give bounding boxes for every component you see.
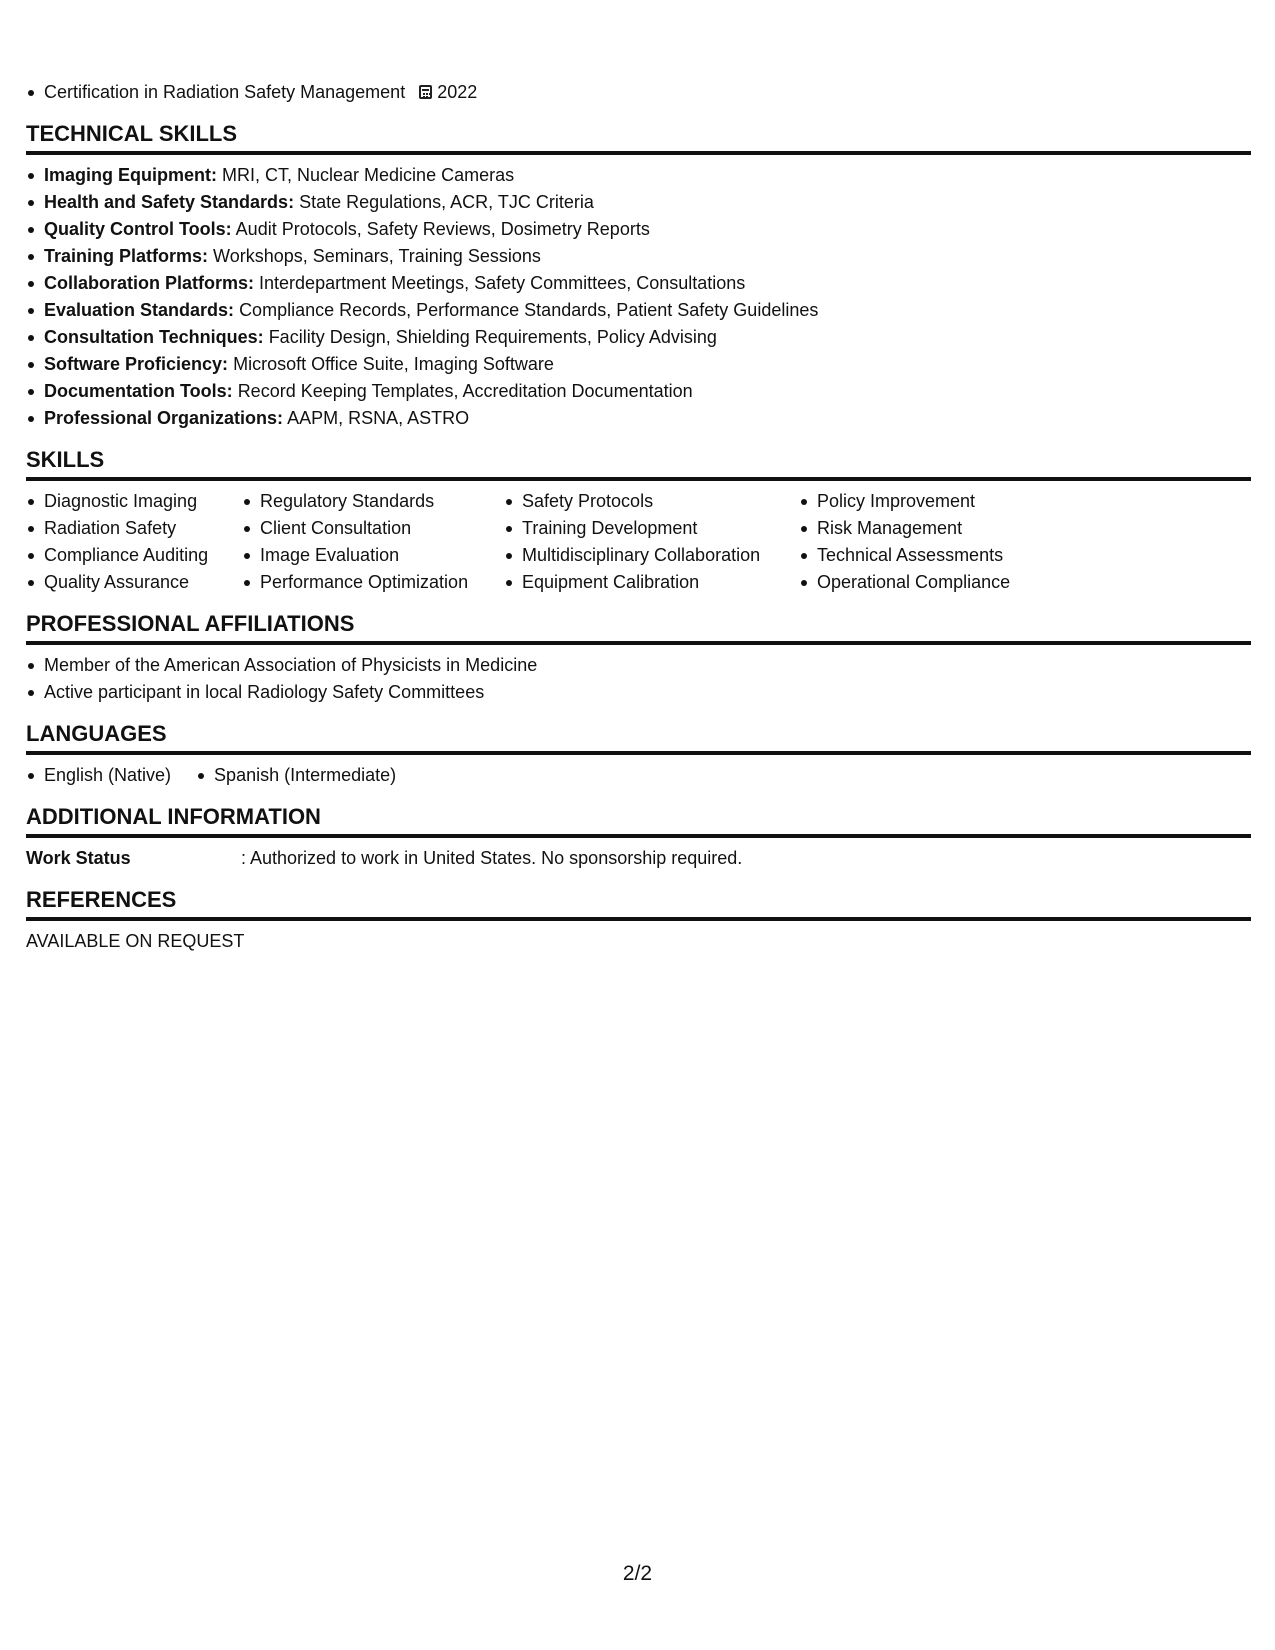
skill-label: Quality Control Tools: bbox=[44, 219, 232, 239]
list-item: Multidisciplinary Collaboration bbox=[504, 542, 799, 569]
work-status-label: Work Status bbox=[26, 848, 131, 868]
skills-column bbox=[504, 488, 799, 596]
list-item: Active participant in local Radiology Safety Committees bbox=[26, 679, 1251, 706]
page-number: 2/2 bbox=[622, 1562, 653, 1585]
technical-skills-list bbox=[26, 162, 1251, 432]
list-item: Operational Compliance bbox=[799, 569, 1099, 596]
list-item: Client Consultation bbox=[242, 515, 504, 542]
languages-section bbox=[26, 720, 1251, 789]
skill-value: Microsoft Office Suite, Imaging Software bbox=[233, 354, 554, 374]
skills-grid bbox=[26, 488, 1251, 596]
list-item: Compliance Auditing bbox=[26, 542, 242, 569]
section-title: LANGUAGES bbox=[26, 720, 1251, 755]
skill-label: Software Proficiency: bbox=[44, 354, 229, 374]
list-item: Equipment Calibration bbox=[504, 569, 799, 596]
list-item bbox=[26, 162, 1251, 189]
skill-value: State Regulations, ACR, TJC Criteria bbox=[299, 192, 594, 212]
calendar-icon bbox=[419, 85, 432, 99]
list-item: Safety Protocols bbox=[504, 488, 799, 515]
list-item: Radiation Safety bbox=[26, 515, 242, 542]
references-text: AVAILABLE ON REQUEST bbox=[26, 931, 245, 951]
list-item: Risk Management bbox=[799, 515, 1099, 542]
skill-value: Interdepartment Meetings, Safety Committees, Consultations bbox=[259, 273, 746, 293]
affiliations-list bbox=[26, 652, 1251, 706]
section-title: REFERENCES bbox=[26, 886, 1251, 921]
skill-label: Evaluation Standards: bbox=[44, 300, 235, 320]
section-title: SKILLS bbox=[26, 446, 1251, 481]
skill-label: Training Platforms: bbox=[44, 246, 209, 266]
list-item bbox=[26, 216, 1251, 243]
skill-value: Workshops, Seminars, Training Sessions bbox=[213, 246, 541, 266]
list-item: Technical Assessments bbox=[799, 542, 1099, 569]
skill-label: Consultation Techniques: bbox=[44, 327, 264, 347]
list-item: Member of the American Association of Physicists in Medicine bbox=[26, 652, 1251, 679]
skill-value: Compliance Records, Performance Standards, Patient Safety Guidelines bbox=[239, 300, 819, 320]
list-item: Policy Improvement bbox=[799, 488, 1099, 515]
skill-value: MRI, CT, Nuclear Medicine Cameras bbox=[222, 165, 515, 185]
list-item: Training Development bbox=[504, 515, 799, 542]
additional-information-section bbox=[26, 803, 1251, 872]
skill-label: Collaboration Platforms: bbox=[44, 273, 255, 293]
list-item: Diagnostic Imaging bbox=[26, 488, 242, 515]
section-title: PROFESSIONAL AFFILIATIONS bbox=[26, 610, 1251, 645]
skill-value: Record Keeping Templates, Accreditation Documentation bbox=[237, 381, 693, 401]
list-item bbox=[26, 405, 1251, 432]
list-item bbox=[26, 189, 1251, 216]
resume-page bbox=[26, 0, 1251, 955]
languages-list bbox=[26, 762, 1251, 789]
list-item bbox=[26, 378, 1251, 405]
skill-value: Facility Design, Shielding Requirements, Policy Advising bbox=[268, 327, 717, 347]
list-item bbox=[26, 79, 1251, 106]
list-item bbox=[26, 270, 1251, 297]
list-item bbox=[26, 243, 1251, 270]
skill-label: Documentation Tools: bbox=[44, 381, 233, 401]
list-item: Quality Assurance bbox=[26, 569, 242, 596]
list-item: Performance Optimization bbox=[242, 569, 504, 596]
affiliations-section bbox=[26, 610, 1251, 706]
skills-column bbox=[242, 488, 504, 596]
list-item: Spanish (Intermediate) bbox=[196, 762, 396, 789]
list-item bbox=[26, 324, 1251, 351]
work-status-value: : Authorized to work in United States. No sponsorship required. bbox=[241, 848, 743, 868]
work-status-row bbox=[26, 845, 1251, 872]
skills-column bbox=[26, 488, 242, 596]
skill-label: Professional Organizations: bbox=[44, 408, 284, 428]
section-title: ADDITIONAL INFORMATION bbox=[26, 803, 1251, 838]
technical-skills-section bbox=[26, 120, 1251, 432]
skill-value: Audit Protocols, Safety Reviews, Dosimetry Reports bbox=[235, 219, 650, 239]
section-title: TECHNICAL SKILLS bbox=[26, 120, 1251, 155]
list-item bbox=[26, 297, 1251, 324]
certification-year: 2022 bbox=[437, 82, 478, 102]
certification-name: Certification in Radiation Safety Management bbox=[44, 82, 406, 102]
list-item bbox=[26, 351, 1251, 378]
references-section bbox=[26, 886, 1251, 955]
list-item: Regulatory Standards bbox=[242, 488, 504, 515]
skill-value: AAPM, RSNA, ASTRO bbox=[287, 408, 470, 428]
skills-column bbox=[799, 488, 1099, 596]
list-item: Image Evaluation bbox=[242, 542, 504, 569]
skill-label: Health and Safety Standards: bbox=[44, 192, 295, 212]
certification-list bbox=[26, 79, 1251, 106]
skill-label: Imaging Equipment: bbox=[44, 165, 217, 185]
skills-section bbox=[26, 446, 1251, 596]
list-item: English (Native) bbox=[26, 762, 171, 789]
